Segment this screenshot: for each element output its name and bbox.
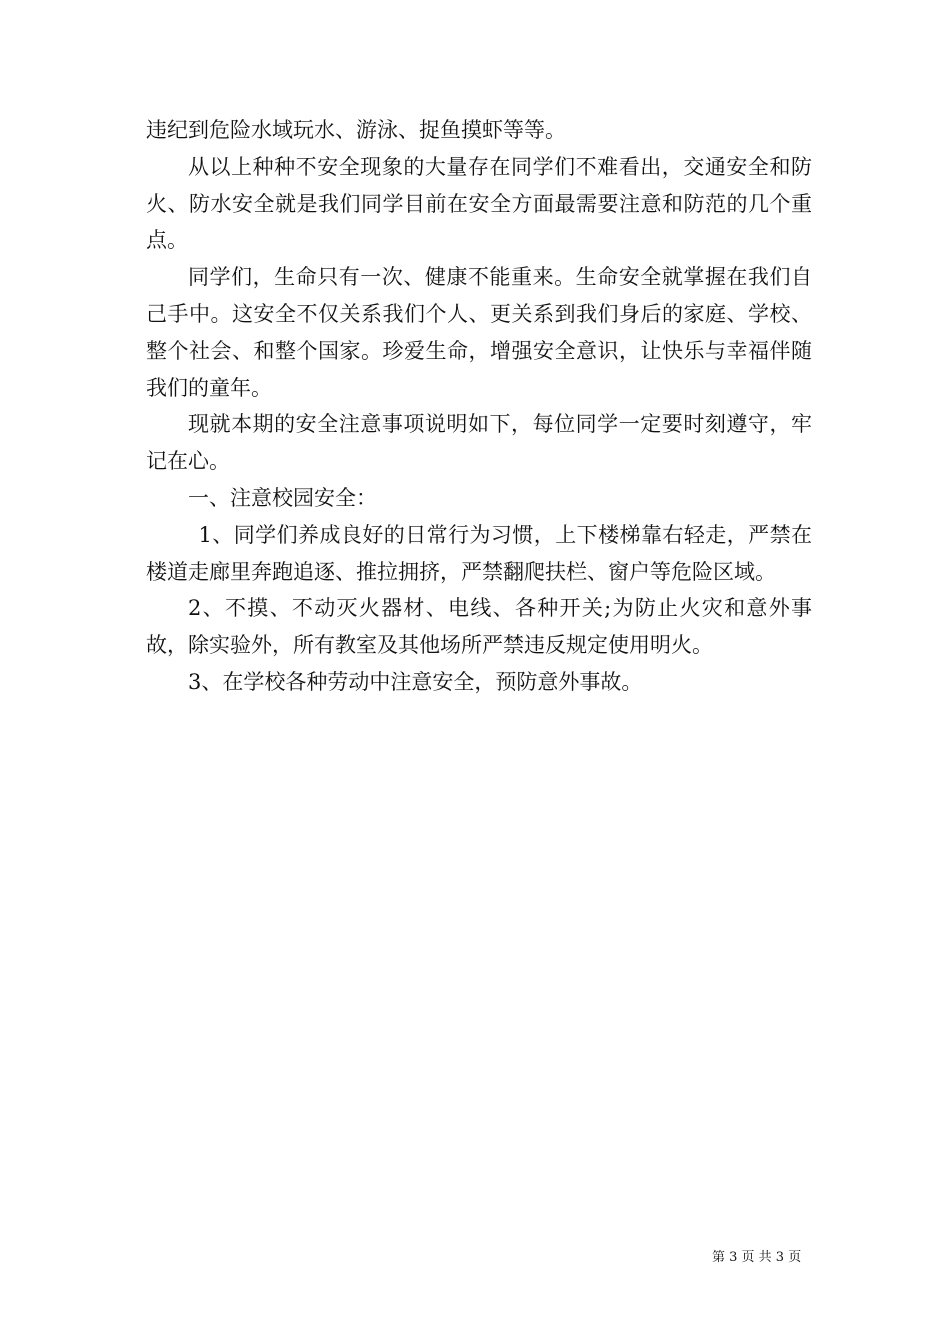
paragraph-continuation: 违纪到危险水域玩水、游泳、捉鱼摸虾等等。	[146, 118, 566, 142]
section-heading-campus-safety: 一、注意校园安全：	[188, 485, 377, 510]
list-item-2: 2、不摸、不动灭火器材、电线、各种开关;为防止火灾和意外事故，除实验外，所有教室及其他场所严禁违反规定使用明火。	[146, 596, 812, 658]
list-item-1: 1、同学们养成良好的日常行为习惯，上下楼梯靠右轻走，严禁在楼道走廊里奔跑追逐、推拉拥挤，严禁翻爬扶栏、窗户等危险区域。	[146, 522, 812, 584]
document-body	[146, 112, 812, 701]
page-number-footer: 第 3 页 共 3 页	[712, 1250, 802, 1265]
paragraph-safety-focus: 从以上种种不安全现象的大量存在同学们不难看出，交通安全和防火、防水安全就是我们同学目前在安全方面最需要注意和防范的几个重点。	[146, 154, 812, 253]
paragraph-cherish-life: 同学们，生命只有一次、健康不能重来。生命安全就掌握在我们自己手中。这安全不仅关系我们个人、更关系到我们身后的家庭、学校、整个社会、和整个国家。珍爱生命，增强安全意识，让快乐与幸福伴随我们的童年。	[146, 265, 812, 400]
list-item-3: 3、在学校各种劳动中注意安全，预防意外事故。	[188, 669, 643, 694]
paragraph-instructions-intro: 现就本期的安全注意事项说明如下，每位同学一定要时刻遵守，牢记在心。	[146, 412, 812, 474]
